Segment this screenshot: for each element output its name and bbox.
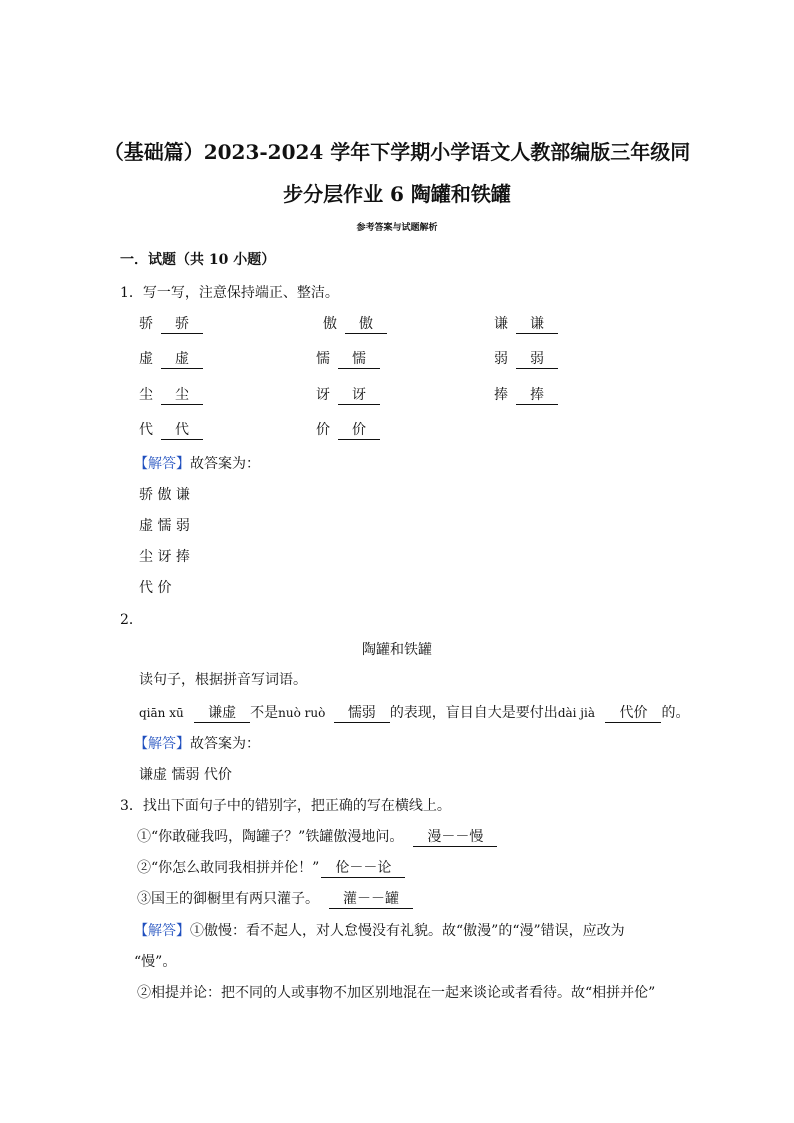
q1-cell bbox=[494, 313, 558, 334]
page-subtitle: 参考答案与试题解析 bbox=[356, 223, 438, 233]
answer-tag: 【解答】 bbox=[134, 456, 190, 472]
q1-answer-line: 代 价 bbox=[139, 580, 172, 596]
q1-answer-line: 虚 懦 弱 bbox=[139, 518, 190, 534]
q3-item-text: ③国王的御橱里有两只灌子。 bbox=[137, 891, 319, 907]
explain-text: ①傲慢：看不起人，对人怠慢没有礼貌。故“傲漫”的“漫”错误，应改为 bbox=[190, 923, 625, 939]
q2-text: 的。 bbox=[661, 705, 690, 721]
q2-text: 不是 bbox=[250, 705, 279, 721]
q3-item-text: ②“你怎么敢同我相拼并伦！” bbox=[137, 860, 320, 876]
q2-blank-answer: 懦弱 bbox=[334, 705, 390, 723]
q1-cell-char: 傲 bbox=[323, 316, 337, 332]
q1-cell bbox=[316, 419, 380, 440]
q1-answer-line: 骄 傲 谦 bbox=[139, 487, 190, 503]
q2-blank-answer: 代价 bbox=[605, 705, 661, 723]
answer-lead: 故答案为： bbox=[190, 456, 260, 472]
q3-item-answer: 灌－－罐 bbox=[329, 891, 413, 909]
q1-cell-char: 骄 bbox=[139, 316, 153, 332]
answer-lead: 故答案为： bbox=[190, 736, 260, 752]
q1-cell-char: 讶 bbox=[316, 387, 330, 403]
answer-tag: 【解答】 bbox=[134, 736, 190, 752]
q1-cell bbox=[323, 313, 387, 334]
q1-cell bbox=[139, 313, 203, 334]
q1-cell-answer: 讶 bbox=[338, 387, 380, 405]
q1-cell bbox=[139, 348, 203, 369]
q2-answer-line: 谦虚 懦弱 代价 bbox=[139, 767, 232, 783]
q3-prompt: 3．找出下面句子中的错别字，把正确的写在横线上。 bbox=[120, 798, 451, 814]
q1-cell-char: 代 bbox=[139, 422, 153, 438]
answer-tag: 【解答】 bbox=[134, 923, 190, 939]
q1-cell bbox=[316, 348, 380, 369]
q1-cell-answer: 傲 bbox=[345, 316, 387, 334]
q3-item bbox=[137, 857, 405, 878]
q2-sentence bbox=[139, 702, 689, 723]
q1-cell-answer: 弱 bbox=[516, 351, 558, 369]
q1-prompt: 1．写一写，注意保持端正、整洁。 bbox=[120, 285, 339, 301]
q1-answer bbox=[134, 453, 260, 473]
q2-blank-answer: 谦虚 bbox=[194, 705, 250, 723]
q3-item-text: ①“你敢碰我吗，陶罐子？”铁罐傲漫地问。 bbox=[137, 829, 404, 845]
q1-cell-answer: 谦 bbox=[516, 316, 558, 334]
q3-explanation-1 bbox=[134, 920, 625, 940]
q1-cell bbox=[139, 384, 203, 405]
q3-explanation-2: ②相提并论：把不同的人或事物不加区别地混在一起来谈论或者看待。故“相拼并伦” bbox=[137, 985, 656, 1001]
q3-item-answer: 伦－－论 bbox=[321, 860, 405, 878]
section-heading: 一．试题（共 10 小题） bbox=[120, 252, 276, 268]
q1-cell-char: 价 bbox=[316, 422, 330, 438]
q3-explanation-1b: “慢”。 bbox=[134, 954, 177, 970]
q1-cell bbox=[316, 384, 380, 405]
q1-cell-answer: 代 bbox=[161, 422, 203, 440]
q1-cell-answer: 尘 bbox=[161, 387, 203, 405]
q1-cell-answer: 价 bbox=[338, 422, 380, 440]
pinyin: qiān xū bbox=[139, 706, 184, 720]
q1-cell-char: 懦 bbox=[316, 351, 330, 367]
pinyin: dài jià bbox=[557, 706, 596, 720]
q2-heading: 陶罐和铁罐 bbox=[362, 642, 432, 658]
q1-cell bbox=[494, 348, 558, 369]
q2-answer bbox=[134, 733, 260, 753]
page-title-line1: （基础篇）2023-2024 学年下学期小学语文人教部编版三年级同 bbox=[103, 140, 691, 164]
q3-item bbox=[137, 888, 413, 909]
q3-item bbox=[137, 826, 497, 847]
q1-cell-char: 谦 bbox=[494, 316, 508, 332]
q1-cell-char: 捧 bbox=[494, 387, 508, 403]
q1-cell bbox=[139, 419, 203, 440]
q1-answer-line: 尘 讶 捧 bbox=[139, 549, 190, 565]
q1-cell-answer: 虚 bbox=[161, 351, 203, 369]
page-title-line2: 步分层作业 6 陶罐和铁罐 bbox=[283, 182, 511, 206]
q1-cell-answer: 骄 bbox=[161, 316, 203, 334]
q2-number: 2． bbox=[120, 612, 143, 628]
q1-cell-char: 弱 bbox=[494, 351, 508, 367]
q1-cell-answer: 懦 bbox=[338, 351, 380, 369]
q3-item-answer: 漫－－慢 bbox=[413, 829, 497, 847]
q2-prompt: 读句子，根据拼音写词语。 bbox=[139, 672, 307, 688]
q1-cell-char: 虚 bbox=[139, 351, 153, 367]
q2-text: 的表现，盲目自大是要付出 bbox=[389, 705, 558, 721]
q1-cell-char: 尘 bbox=[139, 387, 153, 403]
pinyin: nuò ruò bbox=[278, 706, 326, 720]
q1-cell bbox=[494, 384, 558, 405]
q1-cell-answer: 捧 bbox=[516, 387, 558, 405]
